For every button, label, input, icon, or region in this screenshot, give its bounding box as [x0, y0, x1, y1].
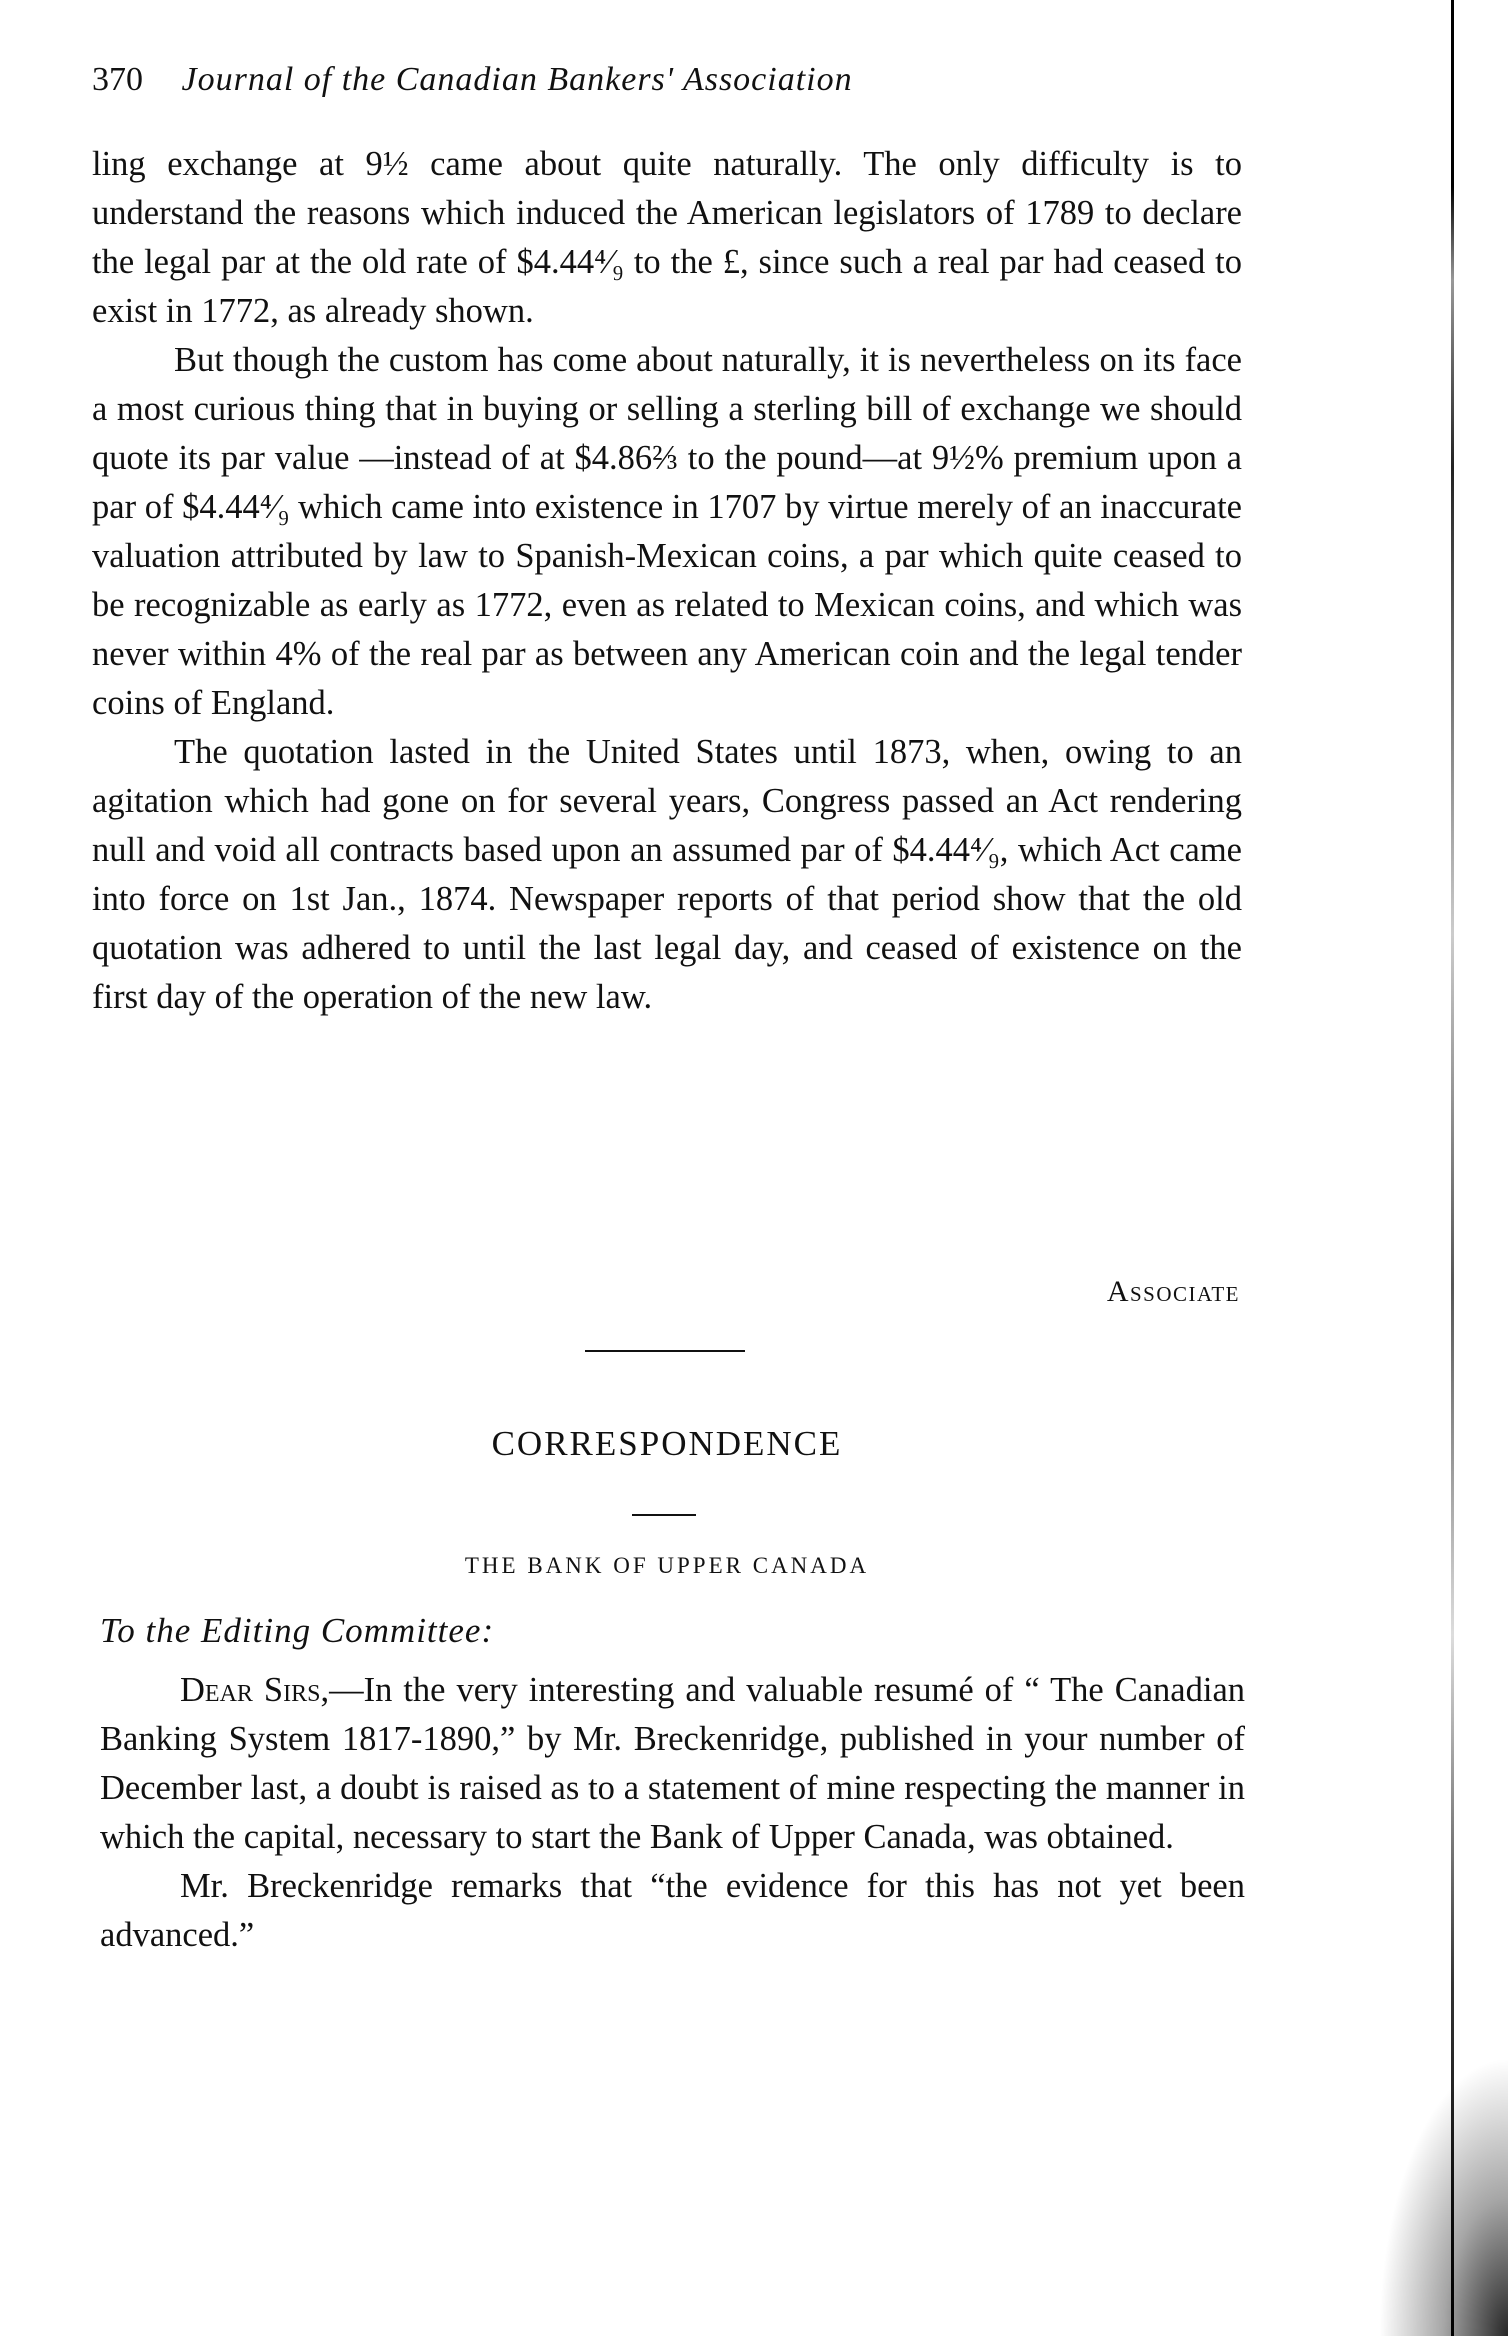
letter-opening: Dear Sirs,: [180, 1671, 330, 1709]
letter-body: [100, 1666, 1245, 1960]
section-title: CORRESPONDENCE: [491, 1424, 843, 1463]
letter-paragraph-text: —In the very interesting and valuable resumé of “ The Canadian Banking System 1817-1890,” by Mr. Breckenridge, published in your number of December last, a doubt is raised as to a statement of mine respecting the manner in which the capital, necessary to start the Bank of Upper Canada, was obtained.: [100, 1671, 1246, 1856]
article-paragraph: But though the custom has come about naturally, it is nevertheless on its face a most curious thing that in buying or selling a sterling bill of exchange we should quote its par value —instead of at $4.86⅔ to the pound—at 9½% premium upon a par of $4.44⁴⁄₉ which came into existence in 1707 by virtue merely of an inaccurate valuation attributed by law to Spanish-Mexican coins, a par which quite ceased to be recognizable as early as 1772, even as related to Mexican coins, and which was never within 4% of the real par as between any American coin and the legal tender coins of England.: [92, 341, 1242, 722]
page-edge-shadow: [1451, 0, 1454, 2336]
section-divider: [585, 1350, 745, 1352]
article-signature: Associate: [1106, 1275, 1240, 1308]
page-number: 370: [92, 61, 143, 98]
letter-paragraph: Mr. Breckenridge remarks that “the evidence for this has not yet been advanced.”: [100, 1867, 1245, 1954]
letter-salutation: To the Editing Committee:: [100, 1611, 495, 1650]
page-corner-shadow: [1378, 2056, 1508, 2336]
article-paragraph: The quotation lasted in the United States until 1873, when, owing to an agitation which had gone on for several years, Congress passed an Act rendering null and void all contracts based upon an assumed par of $4.44⁴⁄₉, which Act came into force on 1st Jan., 1874. Newspaper reports of that period show that the old quotation was adhered to until the last legal day, and ceased of existence on the first day of the operation of the new law.: [92, 733, 1242, 1016]
article-body: [92, 140, 1242, 1022]
journal-title: Journal of the Canadian Bankers' Association: [181, 61, 853, 98]
subsection-title: THE BANK OF UPPER CANADA: [464, 1553, 870, 1578]
article-paragraph: ling exchange at 9½ came about quite naturally. The only difficulty is to understand the reasons which induced the American legislators of 1789 to declare the legal par at the old rate of $4.44⁴⁄₉ to the £, since such a real par had ceased to exist in 1772, as already shown.: [92, 145, 1242, 330]
subsection-divider: [632, 1514, 696, 1516]
running-head: [92, 58, 1242, 102]
letter-paragraph: [100, 1666, 1245, 1862]
